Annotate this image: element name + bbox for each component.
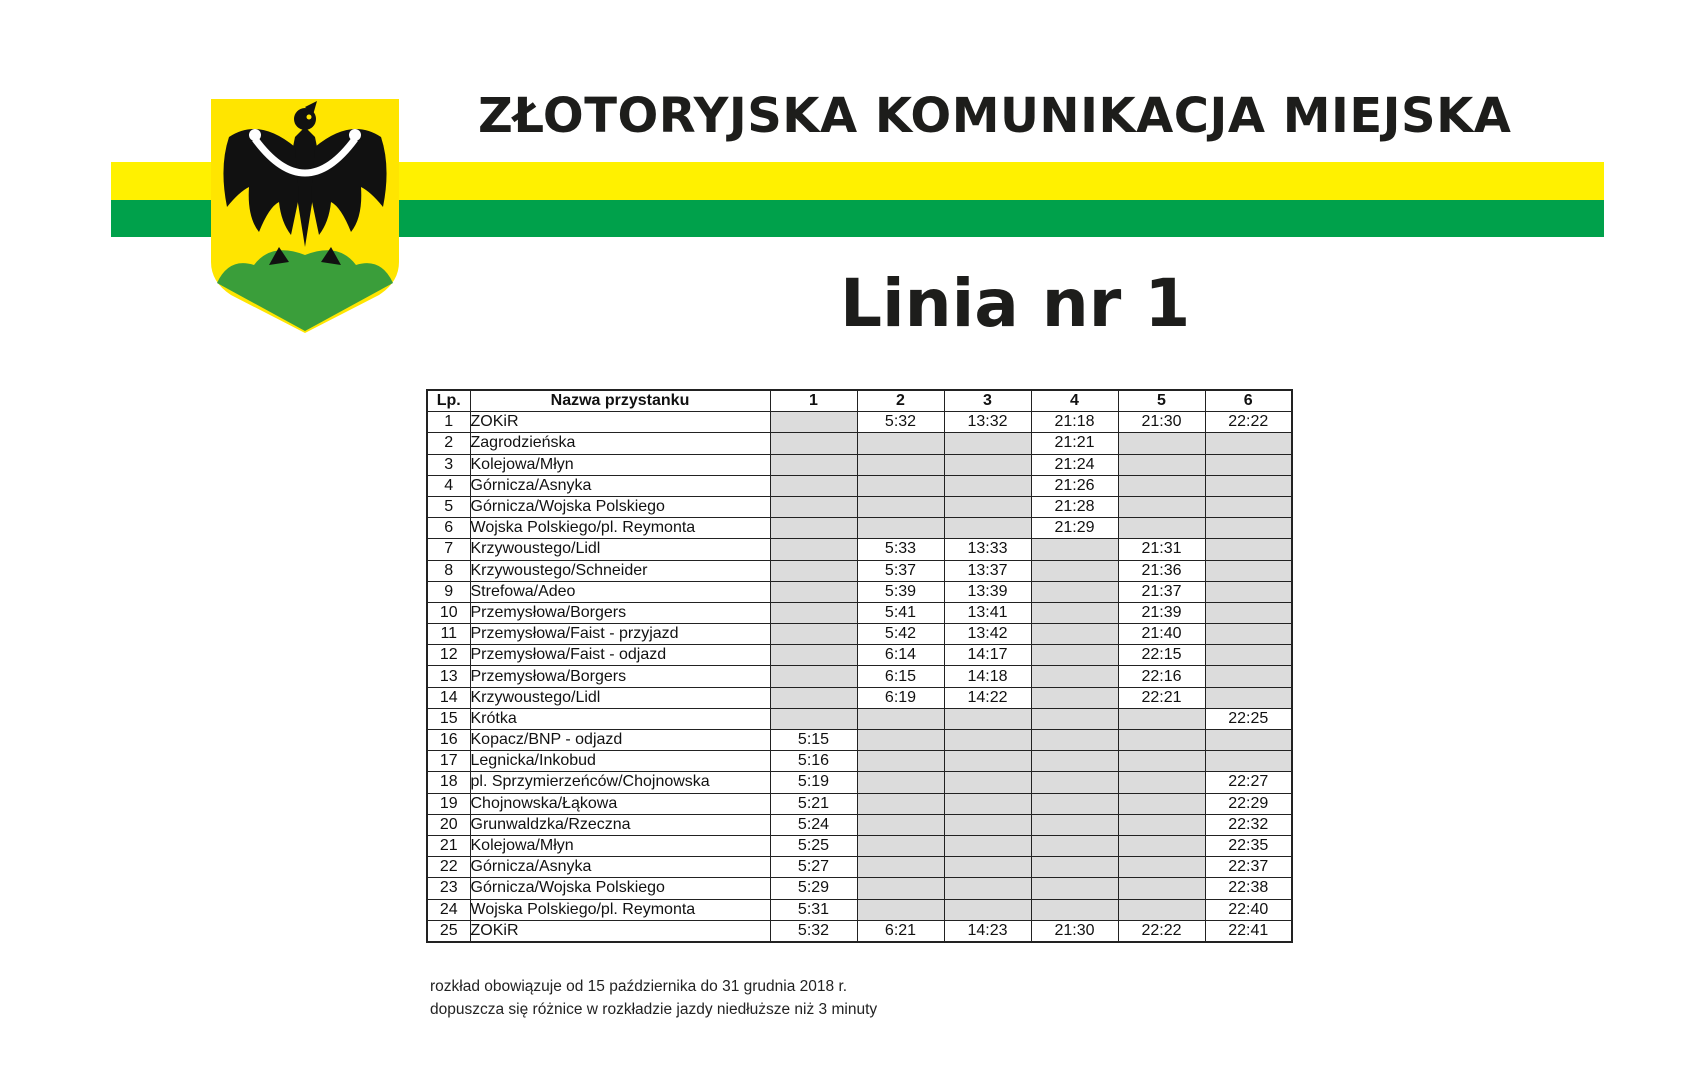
table-header-row xyxy=(427,390,1292,412)
departure-time-course-2 xyxy=(857,899,944,920)
departure-time-course-2 xyxy=(857,518,944,539)
departure-time-course-5: 22:22 xyxy=(1118,920,1205,942)
table-row xyxy=(427,899,1292,920)
departure-time-course-4 xyxy=(1031,645,1118,666)
table-row xyxy=(427,857,1292,878)
row-number: 19 xyxy=(427,793,470,814)
departure-time-course-5 xyxy=(1118,708,1205,729)
stop-name: Przemysłowa/Borgers xyxy=(470,602,770,623)
departure-time-course-4: 21:18 xyxy=(1031,412,1118,433)
departure-time-course-4 xyxy=(1031,708,1118,729)
table-row xyxy=(427,920,1292,942)
stop-name: Przemysłowa/Faist - przyjazd xyxy=(470,624,770,645)
header-cell-course-6: 6 xyxy=(1205,390,1292,412)
row-number: 2 xyxy=(427,433,470,454)
departure-time-course-6: 22:32 xyxy=(1205,814,1292,835)
departure-time-course-5 xyxy=(1118,454,1205,475)
stop-name: Przemysłowa/Faist - odjazd xyxy=(470,645,770,666)
tolerance-note: dopuszcza się różnice w rozkładzie jazdy niedłuższe niż 3 minuty xyxy=(430,1001,878,1018)
departure-time-course-6 xyxy=(1205,602,1292,623)
departure-time-course-6: 22:41 xyxy=(1205,920,1292,942)
departure-time-course-2: 5:39 xyxy=(857,581,944,602)
departure-time-course-5 xyxy=(1118,730,1205,751)
table-row xyxy=(427,730,1292,751)
departure-time-course-5 xyxy=(1118,857,1205,878)
departure-time-course-4 xyxy=(1031,793,1118,814)
table-row xyxy=(427,602,1292,623)
stop-name: Górnicza/Wojska Polskiego xyxy=(470,496,770,517)
departure-time-course-3 xyxy=(944,730,1031,751)
row-number: 12 xyxy=(427,645,470,666)
departure-time-course-2: 6:14 xyxy=(857,645,944,666)
departure-time-course-4: 21:30 xyxy=(1031,920,1118,942)
departure-time-course-3: 13:41 xyxy=(944,602,1031,623)
row-number: 25 xyxy=(427,920,470,942)
row-number: 14 xyxy=(427,687,470,708)
departure-time-course-1: 5:29 xyxy=(770,878,857,899)
departure-time-course-3 xyxy=(944,835,1031,856)
eagle-coat-of-arms-icon xyxy=(209,97,401,333)
table-row xyxy=(427,433,1292,454)
departure-time-course-1 xyxy=(770,475,857,496)
departure-time-course-3: 13:37 xyxy=(944,560,1031,581)
row-number: 10 xyxy=(427,602,470,623)
departure-time-course-4: 21:21 xyxy=(1031,433,1118,454)
stop-name: Krzywoustego/Lidl xyxy=(470,539,770,560)
row-number: 22 xyxy=(427,857,470,878)
departure-time-course-5: 21:40 xyxy=(1118,624,1205,645)
departure-time-course-2 xyxy=(857,708,944,729)
departure-time-course-3 xyxy=(944,878,1031,899)
header-cell-course-4: 4 xyxy=(1031,390,1118,412)
stop-name: Zagrodzieńska xyxy=(470,433,770,454)
row-number: 5 xyxy=(427,496,470,517)
table-row xyxy=(427,793,1292,814)
departure-time-course-3 xyxy=(944,454,1031,475)
departure-time-course-5: 22:15 xyxy=(1118,645,1205,666)
stop-name: Wojska Polskiego/pl. Reymonta xyxy=(470,899,770,920)
departure-time-course-3: 13:42 xyxy=(944,624,1031,645)
departure-time-course-5 xyxy=(1118,475,1205,496)
departure-time-course-5 xyxy=(1118,878,1205,899)
departure-time-course-2: 5:32 xyxy=(857,412,944,433)
departure-time-course-1 xyxy=(770,539,857,560)
departure-time-course-1 xyxy=(770,581,857,602)
departure-time-course-5: 21:31 xyxy=(1118,539,1205,560)
departure-time-course-1: 5:21 xyxy=(770,793,857,814)
departure-time-course-3 xyxy=(944,899,1031,920)
departure-time-course-2: 6:21 xyxy=(857,920,944,942)
row-number: 11 xyxy=(427,624,470,645)
row-number: 1 xyxy=(427,412,470,433)
departure-time-course-2 xyxy=(857,730,944,751)
departure-time-course-5: 21:39 xyxy=(1118,602,1205,623)
departure-time-course-2 xyxy=(857,772,944,793)
table-row xyxy=(427,560,1292,581)
row-number: 15 xyxy=(427,708,470,729)
departure-time-course-6: 22:29 xyxy=(1205,793,1292,814)
row-number: 17 xyxy=(427,751,470,772)
departure-time-course-3: 14:17 xyxy=(944,645,1031,666)
stop-name: Strefowa/Adeo xyxy=(470,581,770,602)
validity-note: rozkład obowiązuje od 15 października do 31 grudnia 2018 r. xyxy=(430,978,848,995)
header-cell-stop-name: Nazwa przystanku xyxy=(470,390,770,412)
departure-time-course-5 xyxy=(1118,835,1205,856)
departure-time-course-2 xyxy=(857,454,944,475)
departure-time-course-3: 14:18 xyxy=(944,666,1031,687)
departure-time-course-4 xyxy=(1031,751,1118,772)
stop-name: pl. Sprzymierzeńców/Chojnowska xyxy=(470,772,770,793)
table-row xyxy=(427,708,1292,729)
table-row xyxy=(427,518,1292,539)
departure-time-course-4 xyxy=(1031,602,1118,623)
departure-time-course-3: 14:23 xyxy=(944,920,1031,942)
departure-time-course-1: 5:19 xyxy=(770,772,857,793)
departure-time-course-6 xyxy=(1205,496,1292,517)
departure-time-course-4 xyxy=(1031,581,1118,602)
departure-time-course-5: 22:21 xyxy=(1118,687,1205,708)
departure-time-course-2: 5:42 xyxy=(857,624,944,645)
departure-time-course-4 xyxy=(1031,878,1118,899)
page-title: ZŁOTORYJSKA KOMUNIKACJA MIEJSKA xyxy=(478,88,1512,144)
departure-time-course-1: 5:31 xyxy=(770,899,857,920)
table-row xyxy=(427,814,1292,835)
departure-time-course-1: 5:32 xyxy=(770,920,857,942)
table-row xyxy=(427,645,1292,666)
departure-time-course-4: 21:28 xyxy=(1031,496,1118,517)
stop-name: Krzywoustego/Schneider xyxy=(470,560,770,581)
departure-time-course-4 xyxy=(1031,687,1118,708)
departure-time-course-2 xyxy=(857,751,944,772)
header-cell-course-5: 5 xyxy=(1118,390,1205,412)
departure-time-course-6: 22:35 xyxy=(1205,835,1292,856)
departure-time-course-5 xyxy=(1118,814,1205,835)
departure-time-course-6 xyxy=(1205,433,1292,454)
departure-time-course-5: 21:37 xyxy=(1118,581,1205,602)
departure-time-course-3: 13:39 xyxy=(944,581,1031,602)
departure-time-course-3: 14:22 xyxy=(944,687,1031,708)
departure-time-course-3: 13:32 xyxy=(944,412,1031,433)
departure-time-course-4 xyxy=(1031,857,1118,878)
departure-time-course-1: 5:25 xyxy=(770,835,857,856)
table-row xyxy=(427,666,1292,687)
departure-time-course-5 xyxy=(1118,751,1205,772)
row-number: 16 xyxy=(427,730,470,751)
stop-name: Kolejowa/Młyn xyxy=(470,454,770,475)
header-cell-lp: Lp. xyxy=(427,390,470,412)
table-row xyxy=(427,835,1292,856)
stop-name: Chojnowska/Łąkowa xyxy=(470,793,770,814)
table-row xyxy=(427,539,1292,560)
departure-time-course-4 xyxy=(1031,772,1118,793)
stop-name: Kopacz/BNP - odjazd xyxy=(470,730,770,751)
departure-time-course-6: 22:38 xyxy=(1205,878,1292,899)
table-row xyxy=(427,475,1292,496)
departure-time-course-6 xyxy=(1205,581,1292,602)
header-cell-course-1: 1 xyxy=(770,390,857,412)
departure-time-course-6 xyxy=(1205,751,1292,772)
departure-time-course-6 xyxy=(1205,518,1292,539)
table-row xyxy=(427,687,1292,708)
departure-time-course-2 xyxy=(857,433,944,454)
departure-time-course-5 xyxy=(1118,899,1205,920)
table-row xyxy=(427,412,1292,433)
header-cell-course-3: 3 xyxy=(944,390,1031,412)
departure-time-course-3 xyxy=(944,433,1031,454)
departure-time-course-3 xyxy=(944,814,1031,835)
departure-time-course-4: 21:26 xyxy=(1031,475,1118,496)
table-row xyxy=(427,772,1292,793)
departure-time-course-1 xyxy=(770,624,857,645)
departure-time-course-1 xyxy=(770,433,857,454)
departure-time-course-6: 22:40 xyxy=(1205,899,1292,920)
departure-time-course-1 xyxy=(770,412,857,433)
table-row xyxy=(427,496,1292,517)
departure-time-course-6: 22:27 xyxy=(1205,772,1292,793)
departure-time-course-5: 21:30 xyxy=(1118,412,1205,433)
departure-time-course-2 xyxy=(857,475,944,496)
departure-time-course-4 xyxy=(1031,624,1118,645)
table-row xyxy=(427,751,1292,772)
departure-time-course-2 xyxy=(857,835,944,856)
departure-time-course-1 xyxy=(770,687,857,708)
departure-time-course-2 xyxy=(857,814,944,835)
row-number: 4 xyxy=(427,475,470,496)
departure-time-course-6 xyxy=(1205,624,1292,645)
departure-time-course-1 xyxy=(770,645,857,666)
departure-time-course-5 xyxy=(1118,793,1205,814)
departure-time-course-6: 22:37 xyxy=(1205,857,1292,878)
departure-time-course-5 xyxy=(1118,518,1205,539)
row-number: 23 xyxy=(427,878,470,899)
departure-time-course-2: 6:19 xyxy=(857,687,944,708)
departure-time-course-4 xyxy=(1031,730,1118,751)
departure-time-course-3 xyxy=(944,793,1031,814)
row-number: 3 xyxy=(427,454,470,475)
departure-time-course-3: 13:33 xyxy=(944,539,1031,560)
departure-time-course-6: 22:22 xyxy=(1205,412,1292,433)
row-number: 24 xyxy=(427,899,470,920)
departure-time-course-3 xyxy=(944,751,1031,772)
departure-time-course-6 xyxy=(1205,730,1292,751)
departure-time-course-3 xyxy=(944,496,1031,517)
departure-time-course-6 xyxy=(1205,645,1292,666)
departure-time-course-4 xyxy=(1031,539,1118,560)
timetable-notes xyxy=(430,975,877,1021)
line-title: Linia nr 1 xyxy=(840,265,1191,342)
departure-time-course-2 xyxy=(857,496,944,517)
departure-time-course-6 xyxy=(1205,539,1292,560)
stop-name: Krzywoustego/Lidl xyxy=(470,687,770,708)
row-number: 20 xyxy=(427,814,470,835)
departure-time-course-2: 5:37 xyxy=(857,560,944,581)
stop-name: Górnicza/Asnyka xyxy=(470,475,770,496)
stop-name: Przemysłowa/Borgers xyxy=(470,666,770,687)
departure-time-course-3 xyxy=(944,708,1031,729)
departure-time-course-5: 21:36 xyxy=(1118,560,1205,581)
departure-time-course-5 xyxy=(1118,772,1205,793)
departure-time-course-1: 5:24 xyxy=(770,814,857,835)
departure-time-course-6 xyxy=(1205,454,1292,475)
stop-name: ZOKiR xyxy=(470,412,770,433)
departure-time-course-4: 21:24 xyxy=(1031,454,1118,475)
departure-time-course-1: 5:15 xyxy=(770,730,857,751)
table-row xyxy=(427,454,1292,475)
stop-name: Grunwaldzka/Rzeczna xyxy=(470,814,770,835)
stop-name: Górnicza/Asnyka xyxy=(470,857,770,878)
departure-time-course-1 xyxy=(770,454,857,475)
departure-time-course-2 xyxy=(857,793,944,814)
table-row xyxy=(427,624,1292,645)
row-number: 8 xyxy=(427,560,470,581)
departure-time-course-1 xyxy=(770,602,857,623)
departure-time-course-1: 5:27 xyxy=(770,857,857,878)
departure-time-course-4 xyxy=(1031,835,1118,856)
departure-time-course-4 xyxy=(1031,560,1118,581)
departure-time-course-6 xyxy=(1205,687,1292,708)
stop-name: Legnicka/Inkobud xyxy=(470,751,770,772)
stop-name: Kolejowa/Młyn xyxy=(470,835,770,856)
row-number: 9 xyxy=(427,581,470,602)
departure-time-course-6 xyxy=(1205,475,1292,496)
row-number: 13 xyxy=(427,666,470,687)
departure-time-course-2 xyxy=(857,857,944,878)
departure-time-course-2: 5:41 xyxy=(857,602,944,623)
departure-time-course-4 xyxy=(1031,666,1118,687)
departure-time-course-1 xyxy=(770,708,857,729)
stop-name: Górnicza/Wojska Polskiego xyxy=(470,878,770,899)
departure-time-course-2: 5:33 xyxy=(857,539,944,560)
header-cell-course-2: 2 xyxy=(857,390,944,412)
departure-time-course-5: 22:16 xyxy=(1118,666,1205,687)
stop-name: Krótka xyxy=(470,708,770,729)
stop-name: ZOKiR xyxy=(470,920,770,942)
timetable xyxy=(426,389,1293,943)
departure-time-course-3 xyxy=(944,857,1031,878)
departure-time-course-1 xyxy=(770,496,857,517)
departure-time-course-3 xyxy=(944,475,1031,496)
departure-time-course-2 xyxy=(857,878,944,899)
departure-time-course-2: 6:15 xyxy=(857,666,944,687)
departure-time-course-1 xyxy=(770,560,857,581)
departure-time-course-4 xyxy=(1031,814,1118,835)
departure-time-course-5 xyxy=(1118,433,1205,454)
departure-time-course-5 xyxy=(1118,496,1205,517)
table-row xyxy=(427,581,1292,602)
departure-time-course-1: 5:16 xyxy=(770,751,857,772)
departure-time-course-4: 21:29 xyxy=(1031,518,1118,539)
departure-time-course-1 xyxy=(770,518,857,539)
table-row xyxy=(427,878,1292,899)
stop-name: Wojska Polskiego/pl. Reymonta xyxy=(470,518,770,539)
departure-time-course-6 xyxy=(1205,666,1292,687)
departure-time-course-3 xyxy=(944,518,1031,539)
row-number: 7 xyxy=(427,539,470,560)
row-number: 21 xyxy=(427,835,470,856)
departure-time-course-6 xyxy=(1205,560,1292,581)
departure-time-course-3 xyxy=(944,772,1031,793)
row-number: 18 xyxy=(427,772,470,793)
departure-time-course-4 xyxy=(1031,899,1118,920)
row-number: 6 xyxy=(427,518,470,539)
departure-time-course-1 xyxy=(770,666,857,687)
departure-time-course-6: 22:25 xyxy=(1205,708,1292,729)
